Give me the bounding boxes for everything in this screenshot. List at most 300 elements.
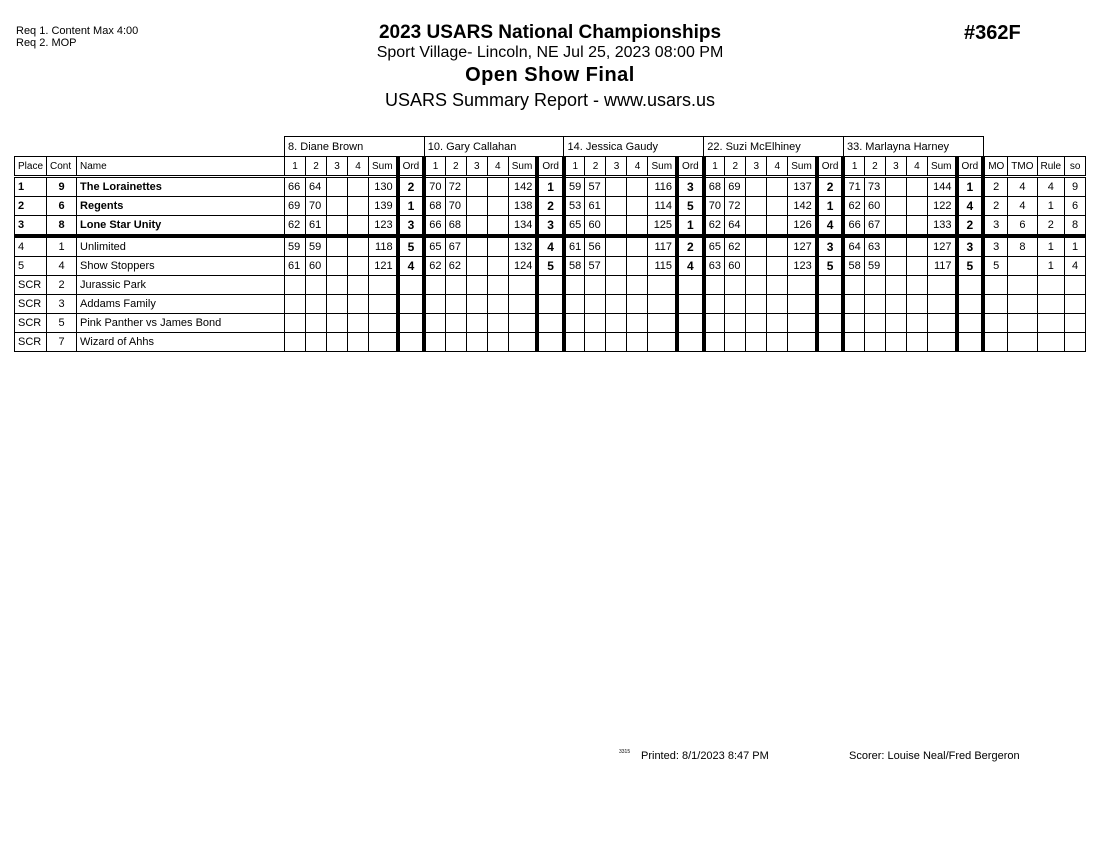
col-place: Place xyxy=(15,157,47,177)
judge-2-ordinal xyxy=(537,295,564,314)
judge-1-score-3 xyxy=(327,177,348,197)
judge-2-sum xyxy=(508,333,537,352)
judge-2-score-1 xyxy=(424,276,445,295)
judge-1-score-1 xyxy=(285,314,306,333)
judge-2-ordinal xyxy=(537,314,564,333)
judge-4-ordinal xyxy=(817,314,844,333)
judge-2-score-3 xyxy=(466,236,487,257)
rule-cell: 1 xyxy=(1037,236,1065,257)
judge-2-score-2 xyxy=(445,295,466,314)
judge-5-score-2: 63 xyxy=(864,236,885,257)
requirement-2: Req 2. MOP xyxy=(16,37,77,49)
judge-2-sum: 124 xyxy=(508,257,537,276)
judge-4-sum: 123 xyxy=(788,257,817,276)
rule-cell xyxy=(1037,295,1065,314)
judge-2-score-1: 62 xyxy=(424,257,445,276)
table-row xyxy=(15,177,1086,197)
col-judge-1-4: 4 xyxy=(348,157,369,177)
judge-1-score-1: 69 xyxy=(285,197,306,216)
judge-3-score-3 xyxy=(606,177,627,197)
tmo-cell: 8 xyxy=(1008,236,1037,257)
judge-5-score-1 xyxy=(843,295,864,314)
judge-3-ordinal: 4 xyxy=(677,257,704,276)
col-judge-5-ord: Ord xyxy=(957,157,984,177)
judge-2-score-3 xyxy=(466,314,487,333)
judge-5-sum: 117 xyxy=(927,257,956,276)
judge-1-ordinal: 3 xyxy=(398,216,425,237)
so-cell: 9 xyxy=(1065,177,1086,197)
col-judge-5-1: 1 xyxy=(843,157,864,177)
judge-2-score-3 xyxy=(466,276,487,295)
contestant-number-cell: 4 xyxy=(47,257,77,276)
team-name-cell: The Lorainettes xyxy=(77,177,285,197)
judge-1-score-2 xyxy=(306,314,327,333)
contestant-number-cell: 3 xyxy=(47,295,77,314)
judge-2-sum: 134 xyxy=(508,216,537,237)
judge-3-score-2 xyxy=(585,276,606,295)
judge-3-score-4 xyxy=(627,177,648,197)
judge-4-score-3 xyxy=(746,333,767,352)
judge-2-score-2: 67 xyxy=(445,236,466,257)
mo-cell xyxy=(983,295,1008,314)
place-cell: 4 xyxy=(15,236,47,257)
judge-5-score-2 xyxy=(864,276,885,295)
place-cell: 1 xyxy=(15,177,47,197)
judge-5-sum xyxy=(927,295,956,314)
judge-2-score-3 xyxy=(466,333,487,352)
judge-5-sum xyxy=(927,314,956,333)
judge-2-score-4 xyxy=(487,295,508,314)
contestant-number-cell: 2 xyxy=(47,276,77,295)
judge-3-score-4 xyxy=(627,276,648,295)
judge-2-score-4 xyxy=(487,197,508,216)
judge-2-sum: 142 xyxy=(508,177,537,197)
judge-4-score-1: 65 xyxy=(704,236,725,257)
judge-1-score-3 xyxy=(327,216,348,237)
table-row xyxy=(15,257,1086,276)
judge-5-score-3 xyxy=(885,236,906,257)
contestant-number-cell: 6 xyxy=(47,197,77,216)
mo-cell xyxy=(983,276,1008,295)
judge-3-score-2: 60 xyxy=(585,216,606,237)
judge-4-score-2 xyxy=(725,314,746,333)
judge-2-score-4 xyxy=(487,216,508,237)
judge-4-sum xyxy=(788,314,817,333)
judge-2-score-2: 62 xyxy=(445,257,466,276)
judge-5-score-4 xyxy=(906,197,927,216)
summary-table xyxy=(14,136,1086,352)
judge-4-ordinal: 2 xyxy=(817,177,844,197)
col-judge-4-ord: Ord xyxy=(817,157,844,177)
col-judge-1-2: 2 xyxy=(306,157,327,177)
judge-2-sum: 138 xyxy=(508,197,537,216)
judge-5-score-2 xyxy=(864,295,885,314)
judge-5-score-1: 66 xyxy=(843,216,864,237)
judge-1-name: 8. Diane Brown xyxy=(285,137,425,157)
judge-4-score-3 xyxy=(746,257,767,276)
judge-2-score-2 xyxy=(445,314,466,333)
judge-2-score-4 xyxy=(487,276,508,295)
judge-3-score-2: 57 xyxy=(585,177,606,197)
place-cell: SCR xyxy=(15,333,47,352)
col-judge-2-ord: Ord xyxy=(537,157,564,177)
judge-2-ordinal xyxy=(537,276,564,295)
judge-4-score-2 xyxy=(725,295,746,314)
table-row xyxy=(15,216,1086,237)
judge-3-score-1 xyxy=(564,276,585,295)
judge-1-score-1 xyxy=(285,333,306,352)
judge-1-sum xyxy=(369,333,398,352)
judge-5-score-3 xyxy=(885,197,906,216)
judge-4-score-1 xyxy=(704,333,725,352)
judge-4-score-4 xyxy=(767,197,788,216)
judge-3-name: 14. Jessica Gaudy xyxy=(564,137,704,157)
judge-5-score-3 xyxy=(885,295,906,314)
judge-1-score-1: 66 xyxy=(285,177,306,197)
place-cell: 3 xyxy=(15,216,47,237)
tmo-cell: 6 xyxy=(1008,216,1037,237)
judge-1-sum: 123 xyxy=(369,216,398,237)
place-cell: SCR xyxy=(15,276,47,295)
judge-4-score-4 xyxy=(767,314,788,333)
judge-4-score-3 xyxy=(746,236,767,257)
judge-4-score-4 xyxy=(767,276,788,295)
col-mo: MO xyxy=(983,157,1008,177)
judge-5-sum: 133 xyxy=(927,216,956,237)
judge-4-score-4 xyxy=(767,333,788,352)
requirement-1: Req 1. Content Max 4:00 xyxy=(16,25,139,37)
col-judge-1-sum: Sum xyxy=(369,157,398,177)
judge-1-score-4 xyxy=(348,314,369,333)
judge-5-score-2: 67 xyxy=(864,216,885,237)
judge-1-score-3 xyxy=(327,276,348,295)
judge-3-score-3 xyxy=(606,295,627,314)
judge-1-score-3 xyxy=(327,295,348,314)
judge-2-score-1 xyxy=(424,333,445,352)
judge-4-sum: 127 xyxy=(788,236,817,257)
judge-5-ordinal: 5 xyxy=(957,257,984,276)
col-judge-5-4: 4 xyxy=(906,157,927,177)
judge-3-sum: 115 xyxy=(648,257,677,276)
judge-5-score-1: 71 xyxy=(843,177,864,197)
judge-3-score-1: 53 xyxy=(564,197,585,216)
judge-4-score-4 xyxy=(767,216,788,237)
judge-5-score-2 xyxy=(864,333,885,352)
judge-5-ordinal xyxy=(957,333,984,352)
report-name: USARS Summary Report - www.usars.us xyxy=(384,90,716,110)
col-judge-4-3: 3 xyxy=(746,157,767,177)
judge-3-score-3 xyxy=(606,236,627,257)
judge-5-ordinal: 3 xyxy=(957,236,984,257)
judge-2-score-4 xyxy=(487,333,508,352)
judge-3-sum: 125 xyxy=(648,216,677,237)
judge-3-score-4 xyxy=(627,197,648,216)
judge-2-score-1 xyxy=(424,295,445,314)
judge-3-score-1 xyxy=(564,314,585,333)
judge-3-score-3 xyxy=(606,257,627,276)
col-judge-5-3: 3 xyxy=(885,157,906,177)
judge-5-score-2 xyxy=(864,314,885,333)
mo-cell: 2 xyxy=(983,177,1008,197)
judge-3-score-3 xyxy=(606,314,627,333)
judge-3-sum: 117 xyxy=(648,236,677,257)
judge-3-score-3 xyxy=(606,333,627,352)
judge-1-score-4 xyxy=(348,276,369,295)
judge-1-ordinal: 5 xyxy=(398,236,425,257)
judge-2-score-4 xyxy=(487,236,508,257)
table-row xyxy=(15,197,1086,216)
col-tmo: TMO xyxy=(1008,157,1037,177)
mo-cell: 3 xyxy=(983,236,1008,257)
judge-2-name: 10. Gary Callahan xyxy=(424,137,564,157)
judge-4-score-2 xyxy=(725,333,746,352)
judge-4-ordinal xyxy=(817,333,844,352)
judge-1-ordinal: 1 xyxy=(398,197,425,216)
judge-3-score-1 xyxy=(564,295,585,314)
judge-4-score-4 xyxy=(767,257,788,276)
judge-3-score-4 xyxy=(627,295,648,314)
judge-4-ordinal: 5 xyxy=(817,257,844,276)
judge-2-score-3 xyxy=(466,216,487,237)
judge-4-score-3 xyxy=(746,314,767,333)
col-judge-4-2: 2 xyxy=(725,157,746,177)
table-row xyxy=(15,236,1086,257)
place-cell: 2 xyxy=(15,197,47,216)
judge-1-score-3 xyxy=(327,197,348,216)
judge-1-score-2: 60 xyxy=(306,257,327,276)
scorer: Scorer: Louise Neal/Fred Bergeron xyxy=(849,750,1020,762)
judge-4-score-2: 69 xyxy=(725,177,746,197)
mo-cell xyxy=(983,314,1008,333)
judge-3-score-1: 65 xyxy=(564,216,585,237)
judge-2-score-2: 72 xyxy=(445,177,466,197)
tmo-cell xyxy=(1008,257,1037,276)
judge-4-score-4 xyxy=(767,295,788,314)
judge-5-score-3 xyxy=(885,276,906,295)
judge-3-ordinal xyxy=(677,276,704,295)
judge-4-score-1 xyxy=(704,314,725,333)
judge-2-score-4 xyxy=(487,314,508,333)
col-judge-3-2: 2 xyxy=(585,157,606,177)
judge-5-sum: 122 xyxy=(927,197,956,216)
judge-5-score-1: 62 xyxy=(843,197,864,216)
tmo-cell xyxy=(1008,314,1037,333)
col-rule: Rule xyxy=(1037,157,1065,177)
col-judge-2-1: 1 xyxy=(424,157,445,177)
judge-2-ordinal xyxy=(537,333,564,352)
judge-3-score-4 xyxy=(627,333,648,352)
so-cell: 8 xyxy=(1065,216,1086,237)
judge-2-ordinal: 3 xyxy=(537,216,564,237)
judge-3-sum xyxy=(648,314,677,333)
judge-4-score-3 xyxy=(746,197,767,216)
judge-2-score-2: 70 xyxy=(445,197,466,216)
col-judge-4-4: 4 xyxy=(767,157,788,177)
judge-3-score-2: 56 xyxy=(585,236,606,257)
judge-2-ordinal: 2 xyxy=(537,197,564,216)
judge-2-score-1: 66 xyxy=(424,216,445,237)
judge-1-ordinal xyxy=(398,314,425,333)
judge-3-ordinal: 5 xyxy=(677,197,704,216)
judge-4-ordinal xyxy=(817,276,844,295)
judge-1-sum: 121 xyxy=(369,257,398,276)
judge-5-score-1: 58 xyxy=(843,257,864,276)
judge-4-score-2: 62 xyxy=(725,236,746,257)
judge-4-ordinal: 4 xyxy=(817,216,844,237)
event-number: #362F xyxy=(964,22,1021,44)
judge-3-score-2 xyxy=(585,333,606,352)
judge-3-sum xyxy=(648,333,677,352)
championship-title: 2023 USARS National Championships xyxy=(378,22,722,43)
judge-1-score-3 xyxy=(327,236,348,257)
so-cell: 4 xyxy=(1065,257,1086,276)
judge-3-score-1: 59 xyxy=(564,177,585,197)
rule-cell: 1 xyxy=(1037,257,1065,276)
judge-5-sum: 144 xyxy=(927,177,956,197)
judge-1-score-2 xyxy=(306,276,327,295)
judge-3-score-4 xyxy=(627,314,648,333)
judge-1-score-2: 70 xyxy=(306,197,327,216)
judge-4-score-1: 62 xyxy=(704,216,725,237)
judge-3-ordinal: 1 xyxy=(677,216,704,237)
col-judge-4-sum: Sum xyxy=(788,157,817,177)
judge-3-sum xyxy=(648,276,677,295)
judge-3-score-2: 61 xyxy=(585,197,606,216)
judge-5-score-1 xyxy=(843,333,864,352)
judge-1-sum xyxy=(369,295,398,314)
contestant-number-cell: 1 xyxy=(47,236,77,257)
col-name: Name xyxy=(77,157,285,177)
judge-2-sum xyxy=(508,295,537,314)
judge-2-score-1: 70 xyxy=(424,177,445,197)
judge-1-ordinal: 2 xyxy=(398,177,425,197)
col-judge-1-3: 3 xyxy=(327,157,348,177)
tmo-cell xyxy=(1008,295,1037,314)
judge-2-sum xyxy=(508,276,537,295)
rule-cell xyxy=(1037,276,1065,295)
judge-3-score-3 xyxy=(606,276,627,295)
team-name-cell: Unlimited xyxy=(77,236,285,257)
judge-3-score-3 xyxy=(606,216,627,237)
mo-cell xyxy=(983,333,1008,352)
judge-3-sum xyxy=(648,295,677,314)
judge-2-score-3 xyxy=(466,177,487,197)
judge-4-score-2 xyxy=(725,276,746,295)
judge-4-score-1 xyxy=(704,295,725,314)
tmo-cell xyxy=(1008,276,1037,295)
judge-1-sum: 118 xyxy=(369,236,398,257)
judge-4-sum xyxy=(788,276,817,295)
judge-5-score-4 xyxy=(906,333,927,352)
judge-4-score-3 xyxy=(746,177,767,197)
judge-5-sum xyxy=(927,276,956,295)
judge-5-ordinal: 1 xyxy=(957,177,984,197)
judge-4-score-2: 60 xyxy=(725,257,746,276)
judge-5-score-3 xyxy=(885,314,906,333)
so-cell xyxy=(1065,295,1086,314)
judge-4-ordinal: 3 xyxy=(817,236,844,257)
judge-1-sum: 130 xyxy=(369,177,398,197)
judge-3-score-1 xyxy=(564,333,585,352)
judge-1-score-4 xyxy=(348,257,369,276)
judge-1-score-4 xyxy=(348,216,369,237)
judge-3-ordinal xyxy=(677,314,704,333)
judge-2-ordinal: 1 xyxy=(537,177,564,197)
mo-cell: 3 xyxy=(983,216,1008,237)
judge-2-score-2: 68 xyxy=(445,216,466,237)
judge-5-sum: 127 xyxy=(927,236,956,257)
judge-1-score-4 xyxy=(348,295,369,314)
table-row xyxy=(15,314,1086,333)
team-name-cell: Jurassic Park xyxy=(77,276,285,295)
col-judge-2-2: 2 xyxy=(445,157,466,177)
judge-1-score-4 xyxy=(348,197,369,216)
judge-4-score-1 xyxy=(704,276,725,295)
judge-4-score-1: 70 xyxy=(704,197,725,216)
contestant-number-cell: 5 xyxy=(47,314,77,333)
col-judge-2-3: 3 xyxy=(466,157,487,177)
report-header xyxy=(300,22,800,112)
judge-1-score-2: 59 xyxy=(306,236,327,257)
column-header-row xyxy=(15,157,1086,177)
mo-cell: 5 xyxy=(983,257,1008,276)
judge-3-score-1: 58 xyxy=(564,257,585,276)
mo-cell: 2 xyxy=(983,197,1008,216)
contestant-number-cell: 7 xyxy=(47,333,77,352)
team-name-cell: Addams Family xyxy=(77,295,285,314)
judge-1-score-2 xyxy=(306,295,327,314)
judge-2-score-3 xyxy=(466,197,487,216)
judge-3-sum: 116 xyxy=(648,177,677,197)
judge-3-score-2 xyxy=(585,295,606,314)
judge-4-score-1: 68 xyxy=(704,177,725,197)
judge-3-score-3 xyxy=(606,197,627,216)
judge-3-ordinal xyxy=(677,333,704,352)
so-cell: 1 xyxy=(1065,236,1086,257)
judge-5-score-1 xyxy=(843,314,864,333)
table-row xyxy=(15,295,1086,314)
judge-4-sum: 137 xyxy=(788,177,817,197)
judge-4-score-1: 63 xyxy=(704,257,725,276)
event-title: Open Show Final xyxy=(465,64,635,86)
judge-5-name: 33. Marlayna Harney xyxy=(843,137,983,157)
tmo-cell xyxy=(1008,333,1037,352)
judge-5-score-4 xyxy=(906,216,927,237)
judge-1-score-2 xyxy=(306,333,327,352)
judge-5-score-4 xyxy=(906,295,927,314)
judge-4-sum xyxy=(788,295,817,314)
rule-cell: 1 xyxy=(1037,197,1065,216)
judge-5-score-1: 64 xyxy=(843,236,864,257)
judge-3-ordinal: 2 xyxy=(677,236,704,257)
col-judge-5-sum: Sum xyxy=(927,157,956,177)
judge-5-score-3 xyxy=(885,257,906,276)
judge-4-score-4 xyxy=(767,177,788,197)
col-judge-2-sum: Sum xyxy=(508,157,537,177)
judge-5-score-2: 59 xyxy=(864,257,885,276)
judge-5-score-1 xyxy=(843,276,864,295)
table-row xyxy=(15,333,1086,352)
judge-2-ordinal: 5 xyxy=(537,257,564,276)
judge-5-score-3 xyxy=(885,216,906,237)
judge-5-score-4 xyxy=(906,236,927,257)
col-judge-2-4: 4 xyxy=(487,157,508,177)
col-judge-4-1: 1 xyxy=(704,157,725,177)
judge-4-score-2: 64 xyxy=(725,216,746,237)
judge-3-score-4 xyxy=(627,236,648,257)
judge-4-name: 22. Suzi McElhiney xyxy=(704,137,844,157)
judge-5-ordinal xyxy=(957,295,984,314)
